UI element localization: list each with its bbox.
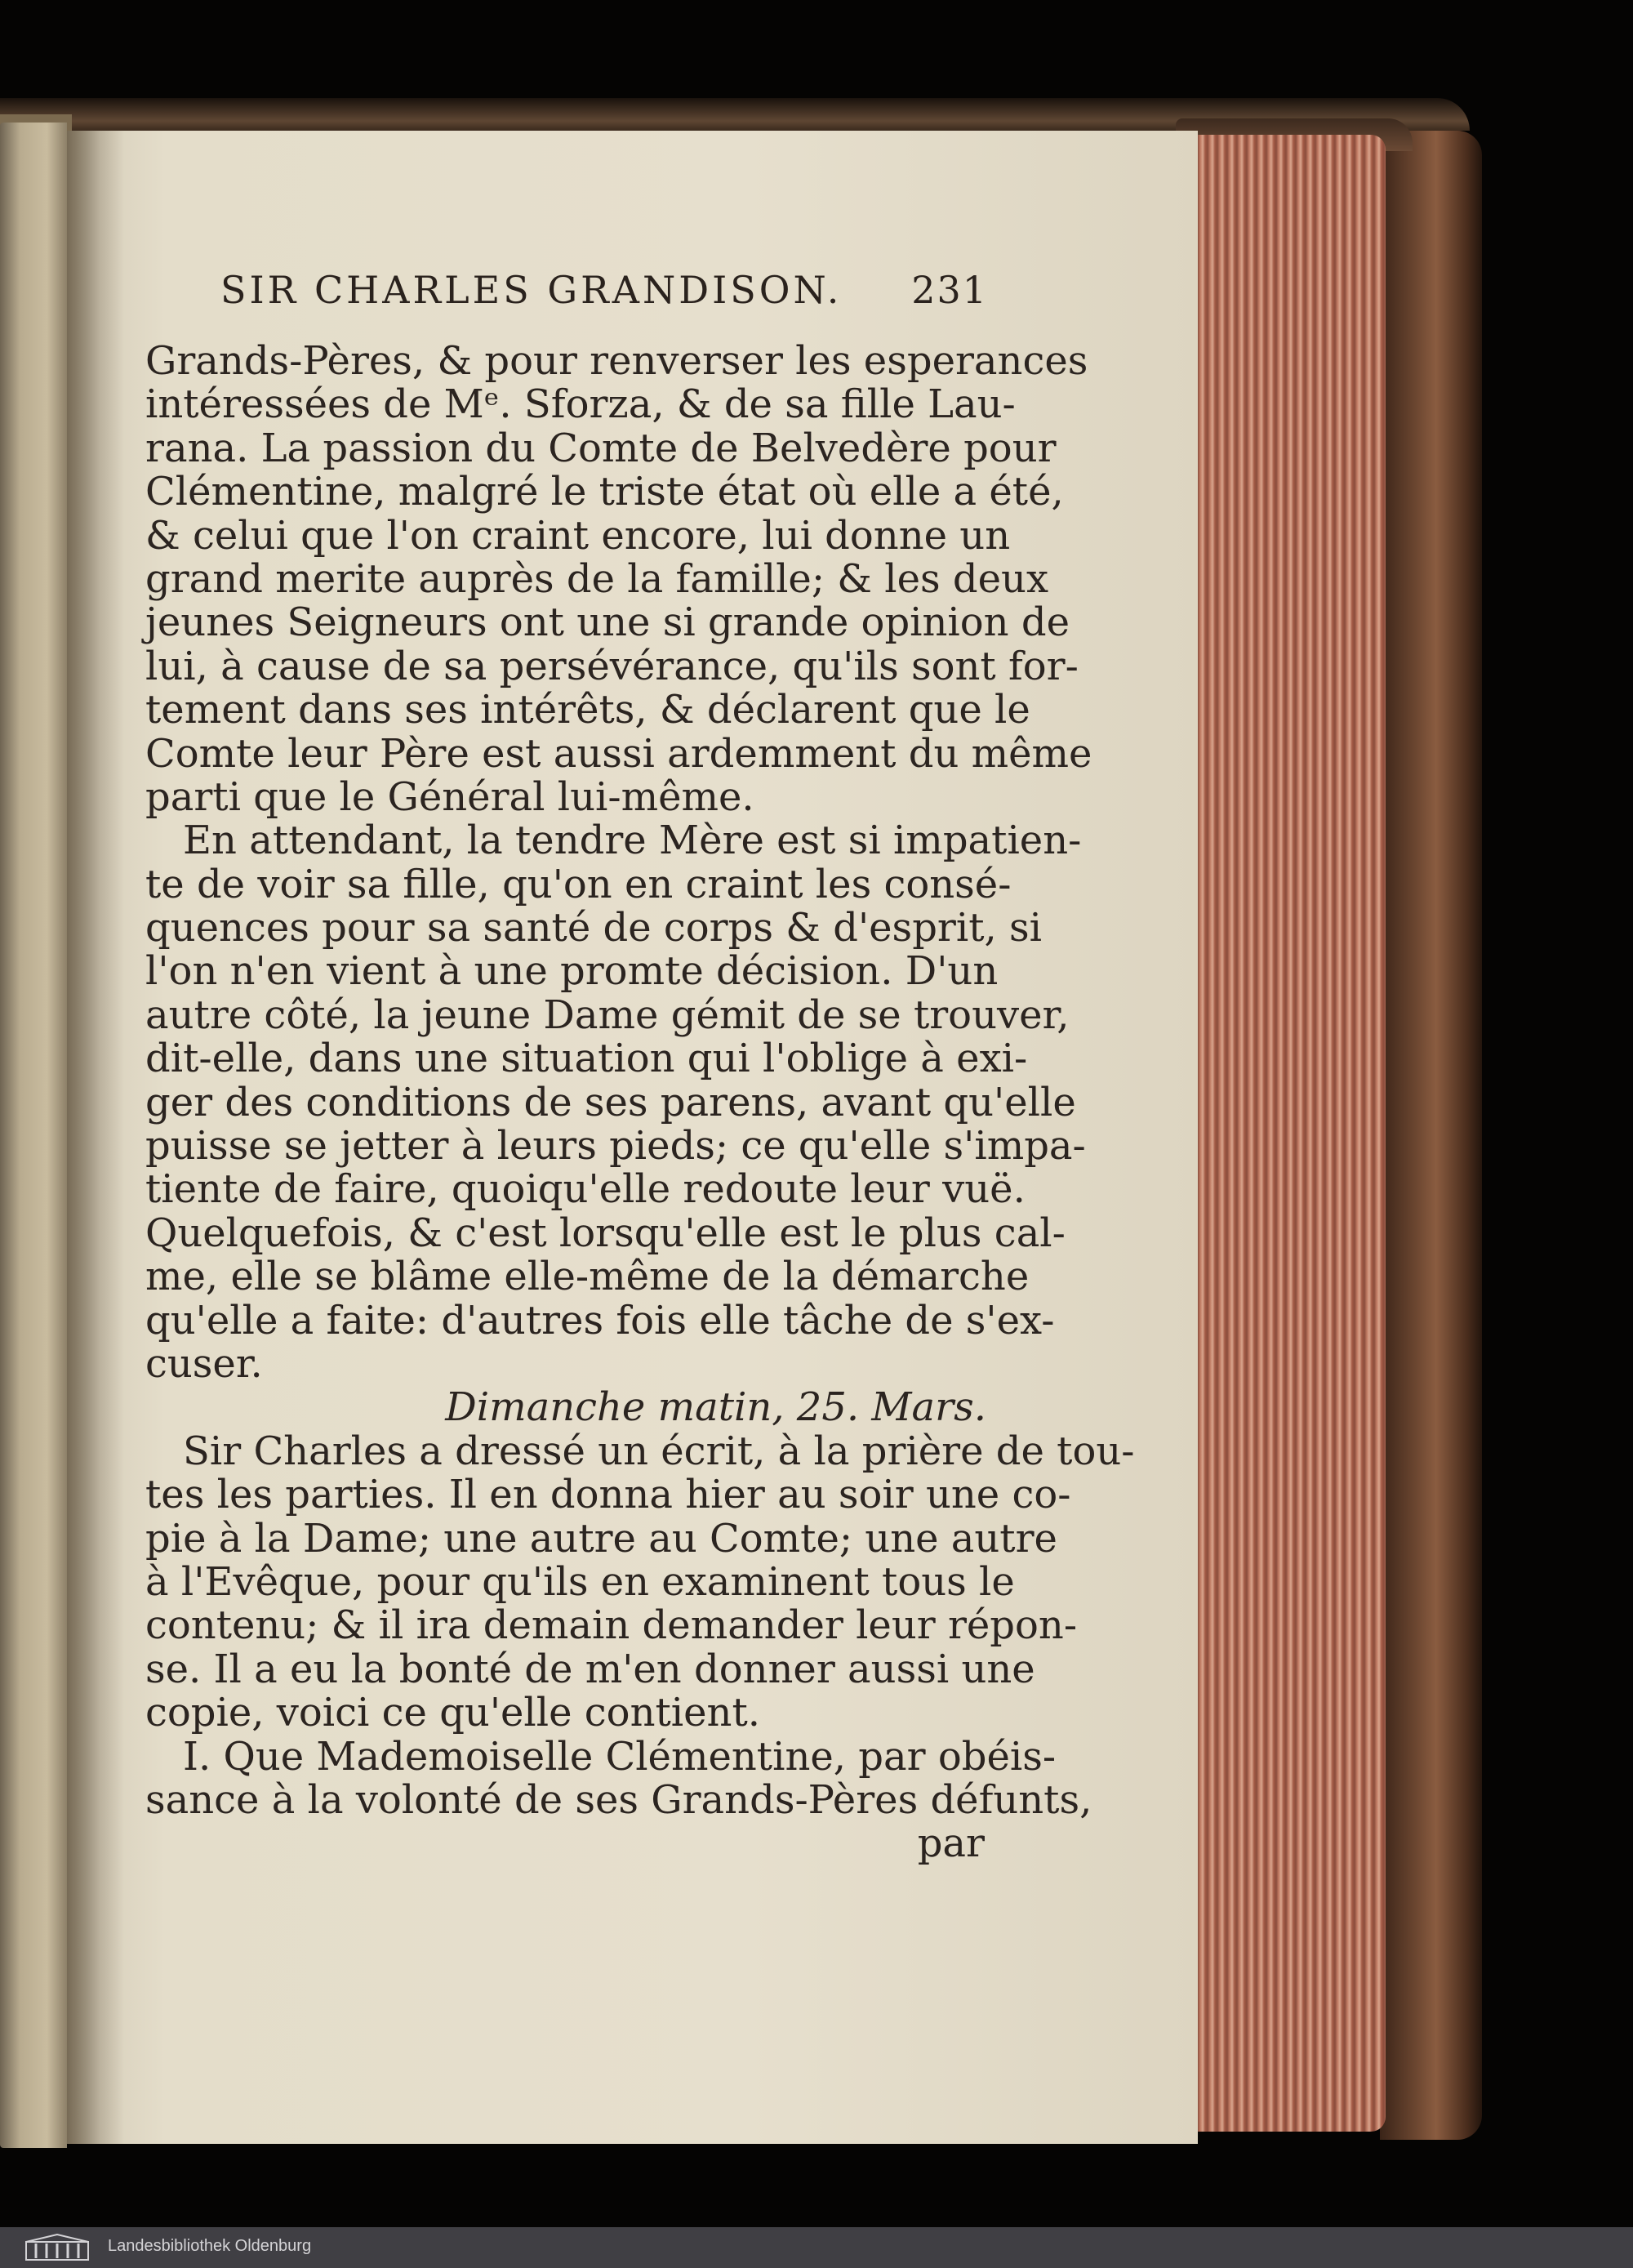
left-page-fragment (0, 123, 67, 2148)
text-line: parti que le Général lui-même. (145, 773, 754, 820)
text-line: I. Que Mademoiselle Clémentine, par obéis- (183, 1733, 1057, 1780)
running-head-title: SIR CHARLES GRANDISON. (220, 268, 843, 312)
text-line: rana. La passion du Comte de Belvedère pour (145, 425, 1057, 471)
text-line: tes les parties. Il en donna hier au soir une co- (145, 1472, 1071, 1518)
catchword: par (917, 1820, 985, 1867)
text-line: En attendant, la tendre Mère est si impatien- (183, 818, 1082, 864)
text-line: puisse se jetter à leurs pieds; ce qu'elle s'impa- (145, 1123, 1086, 1170)
text-line: Sir Charles a dressé un écrit, à la prière de tou- (183, 1428, 1135, 1474)
text-line: pie à la Dame; une autre au Comte; une autre (145, 1515, 1057, 1562)
text-line: intéressées de Mᵉ. Sforza, & de sa fille Lau- (145, 381, 1016, 428)
institution-name: Landesbibliothek Oldenburg (108, 2237, 312, 2255)
text-line: Comte leur Père est aussi ardemment du même (145, 730, 1092, 777)
book-cover-edge (1380, 131, 1482, 2140)
gutter-shadow (67, 131, 124, 2144)
footer-bar (0, 2227, 1633, 2268)
text-line: tiente de faire, quoiqu'elle redoute leur vuë. (145, 1166, 1026, 1213)
text-line: te de voir sa fille, qu'on en craint les consé- (145, 861, 1012, 907)
dateline: Dimanche matin, 25. Mars. (445, 1384, 986, 1431)
text-line: lui, à cause de sa persévérance, qu'ils sont for- (145, 643, 1079, 689)
text-line: qu'elle a faite: d'autres fois elle tâche de s'ex- (145, 1297, 1055, 1343)
text-line: Grands-Pères, & pour renverser les esperances (145, 338, 1088, 384)
text-line: quences pour sa santé de corps & d'esprit, si (145, 905, 1042, 951)
page-fore-edge (1198, 135, 1386, 2132)
text-line: contenu; & il ira demain demander leur répon- (145, 1602, 1078, 1649)
library-building-icon (24, 2234, 90, 2261)
text-line: sance à la volonté de ses Grands-Pères défunts, (145, 1776, 1092, 1823)
text-line: grand merite auprès de la famille; & les deux (145, 555, 1049, 602)
page-number: 231 (911, 268, 988, 312)
text-line: ger des conditions de ses parens, avant qu'elle (145, 1079, 1076, 1125)
text-line: & celui que l'on craint encore, lui donne un (145, 512, 1011, 559)
text-line: Quelquefois, & c'est lorsqu'elle est le plus cal- (145, 1210, 1066, 1256)
text-line: Clémentine, malgré le triste état où elle a été, (145, 469, 1064, 515)
text-lines (145, 338, 1135, 1867)
text-line: jeunes Seigneurs ont une si grande opinion de (145, 599, 1070, 646)
text-line: copie, voici ce qu'elle contient. (145, 1690, 760, 1736)
text-line: me, elle se blâme elle-même de la démarche (145, 1254, 1030, 1300)
text-line: tement dans ses intérêts, & déclarent que le (145, 687, 1030, 733)
text-line: dit-elle, dans une situation qui l'oblige à exi- (145, 1036, 1028, 1082)
text-line: autre côté, la jeune Dame gémit de se trouver, (145, 991, 1070, 1038)
text-line: se. Il a eu la bonté de m'en donner aussi une (145, 1646, 1035, 1692)
running-head (220, 268, 988, 325)
text-line: cuser. (145, 1340, 263, 1387)
text-line: à l'Evêque, pour qu'ils en examinent tous le (145, 1558, 1015, 1605)
text-line: l'on n'en vient à une promte décision. D'un (145, 948, 999, 995)
